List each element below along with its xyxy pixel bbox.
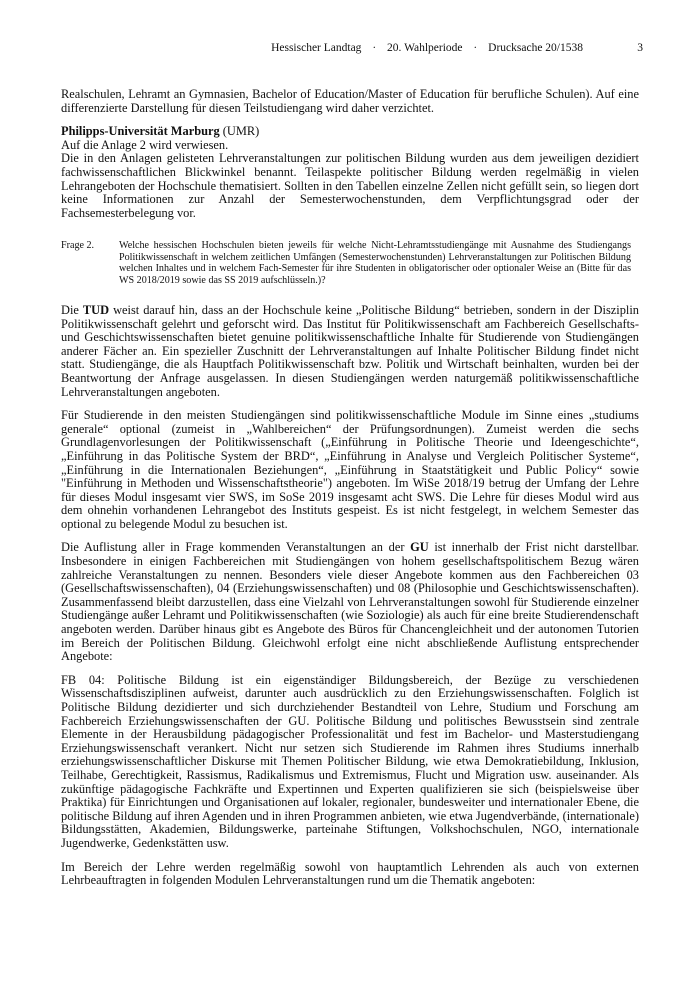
tud-text: weist darauf hin, dass an der Hochschule keine „Politische Bildung“ betrieben, sondern in der Disziplin Politikwissenschaft gelehrt und geforscht wird. Das Institut für Politikwissenschaft am Fachbereich Gesellschafts- und Geschichtswissenschaften bietet genuine politikwissenschaftliche Inhalte für Studierende von Studiengängen anderer Fächer an. Ein spezieller Zuschnitt der Lehrveranstaltungen auf Inhalte Politischer Bildung findet nicht statt. Studiengänge, die als Hauptfach Politikwissenschaft bzw. Politik und Wirtschaft beinhalten, wurden bei der Beantwortung der Anfrage ausgelassen. In diesen Studiengängen werden naturgemäß politikwissenschaftliche Lehrveranstaltungen angeboten. [61, 302, 639, 399]
question-block [61, 240, 639, 286]
annex-note: Auf die Anlage 2 wird verwiesen. [61, 137, 229, 152]
intro-paragraph: Realschulen, Lehramt an Gymnasien, Bachelor of Education/Master of Education für berufliche Schulen). Auf eine differenzierte Darstellung für diesen Teilstudiengang wird daher verzichtet. [61, 87, 639, 115]
page-number: 3 [637, 42, 643, 54]
header-separator: · [372, 42, 377, 54]
gu-text: ist innerhalb der Frist nicht darstellbar. Insbesondere in einigen Fachbereichen mit Studiengängen von hohem gesellschaftspolitischem Bezug wären zahlreiche Veranstaltungen zu nennen. Besonders viele dieser Angebote kommen aus den Fachbereichen 03 (Gesellschaftswissenschaften), 04 (Erziehungswissenschaften) und 08 (Philosophie und Geschichtswissenschaften). Zusammenfassend bleibt darzustellen, dass eine Vielzahl von Lehrveranstaltungen sowohl für Studierende einzelner Studiengänge außer Lehramt und Politikwissenschaften (wie Soziologie) als auch für eine breite Studierendenschaft angeboten werden. Darüber hinaus gibt es Angebote des Büros für Chancengleichheit und der autonomen Tutorien im Bereich der Politischen Bildung. Gleichwohl erfolgt eine nicht abschließende Auflistung entsprechender Angebote: [61, 540, 639, 664]
tud-paragraph [61, 304, 639, 399]
university-heading [61, 125, 639, 139]
question-label: Frage 2. [61, 240, 95, 252]
header-separator: · [473, 42, 478, 54]
header-document-number: Drucksache 20/1538 [488, 42, 583, 54]
header-meta [271, 41, 583, 55]
header-period: 20. Wahlperiode [387, 42, 463, 54]
tud-prefix: Die [61, 302, 79, 317]
university-name: Philipps-Universität Marburg [61, 124, 220, 139]
document-body [61, 88, 639, 898]
tud-abbreviation: TUD [82, 302, 110, 317]
marburg-paragraph: Die in den Anlagen gelisteten Lehrveranstaltungen zur politischen Bildung wurden aus dem jeweiligen dezidiert fachwissenschaftlichen Blickwinkel benannt. Teilaspekte politischer Bildung werden regelmäßig in vielen Lehrangeboten der Hochschule thematisiert. Sollten in den Tabellen einzelne Zellen nicht gefüllt sein, so liegen dort keine Informationen zur Anzahl der Semesterwochenstunden, dem Verpflichtungsgrad oder der Fachsemesterbelegung vor. [61, 151, 639, 220]
university-abbreviation: (UMR) [222, 124, 260, 139]
fb04-paragraph: FB 04: Politische Bildung ist ein eigenständiger Bildungsbereich, der Bezüge zu verschiedenen Wissenschaftsdisziplinen aufweist, darunter auch ausdrücklich zu den Erziehungswissenschaften. Folglich ist Politische Bildung dezidierter und sich durchziehender Bestandteil von Lehre, Studium und Forschung am Fachbereich Erziehungswissenschaften der GU. Politische Bildung und politisches Bewusstsein sind zentrale Elemente in der Herausbildung pädagogischer Professionalität und fest im Bachelor- und Masterstudiengang Erziehungswissenschaft verankert. Nicht nur setzen sich Studierende im Rahmen ihres Studiums innerhalb erziehungswissenschaftlicher Diskurse mit Themen Politischer Bildung, wie etwa Demokratiebildung, Inklusion, Teilhabe, Gerechtigkeit, Rassismus, Radikalismus und Extremismus, Flucht und Migration usw. auseinander. Als zukünftige pädagogische Fachkräfte und Expertinnen und Experten qualifizieren sie sich (beispielsweise über Praktika) für Einrichtungen und Organisationen auf lokaler, regionaler, bundesweiter und internationaler Ebene, die politische Bildung auf ihren Agenden und in ihren Programmen anbieten, wie etwa Jugendverbände, (internationale) Bildungsstätten, Akademien, Bildungswerke, parteinahe Stiftungen, Volkshochschulen, NGO, internationale Jugendwerke, Gedenkstätten usw. [61, 672, 639, 850]
gu-paragraph [61, 541, 639, 663]
header-parliament: Hessischer Landtag [271, 42, 362, 54]
gu-abbreviation: GU [410, 540, 429, 555]
closing-paragraph: Im Bereich der Lehre werden regelmäßig sowohl von hauptamtlich Lehrenden als auch von externen Lehrbeauftragten in folgenden Modulen Lehrveranstaltungen rund um die Thematik angeboten: [61, 859, 639, 888]
gu-prefix: Die Auflistung aller in Frage kommenden Veranstaltungen an der [61, 540, 405, 555]
tud-modules-paragraph: Für Studierende in den meisten Studiengängen sind politikwissenschaftliche Module im Sinne eines „studiums generale“ optional (zumeist in „Wahlbereichen“ der Prüfungsordnungen). Zumeist werden die sechs Grundlagenvorlesungen der Politikwissenschaft („Einführung in Politische Theorie und Ideengeschichte“, „Einführung in das Politische System der BRD“, „Einführung in Analyse und Vergleich Politischer Systeme“, „Einführung in die Internationalen Beziehungen“, „Einführung in Staatstätigkeit und Public Policy“ sowie "Einführung in Methoden und Wissenschaftstheorie") angeboten. Im WiSe 2018/19 betrug der Umfang der Lehre für dieses Modul insgesamt vier SWS, im SoSe 2019 insgesamt acht SWS. Die Lehre für dieses Modul wird aus dem ohnehin vorhandenen Lehrangebot des Instituts gespeist. Es ist nicht festgelegt, in welchem Semester das optional zu belegende Modul zu besuchen ist. [61, 408, 639, 531]
question-text: Welche hessischen Hochschulen bieten jeweils für welche Nicht-Lehramtsstudiengänge mit Ausnahme des Studiengangs Politikwissenschaft in welchem zeitlichen Umfängen (Semesterwochenstunden) Lehrveranstaltungen zur Politischen Bildung welchen Inhaltes und in welchem Fach-Semester für ihre Studenten in obligatorischer oder optionaler Weise an (Bitte für das WS 2018/2019 sowie das SS 2019 aufschlüsseln.)? [119, 240, 631, 286]
